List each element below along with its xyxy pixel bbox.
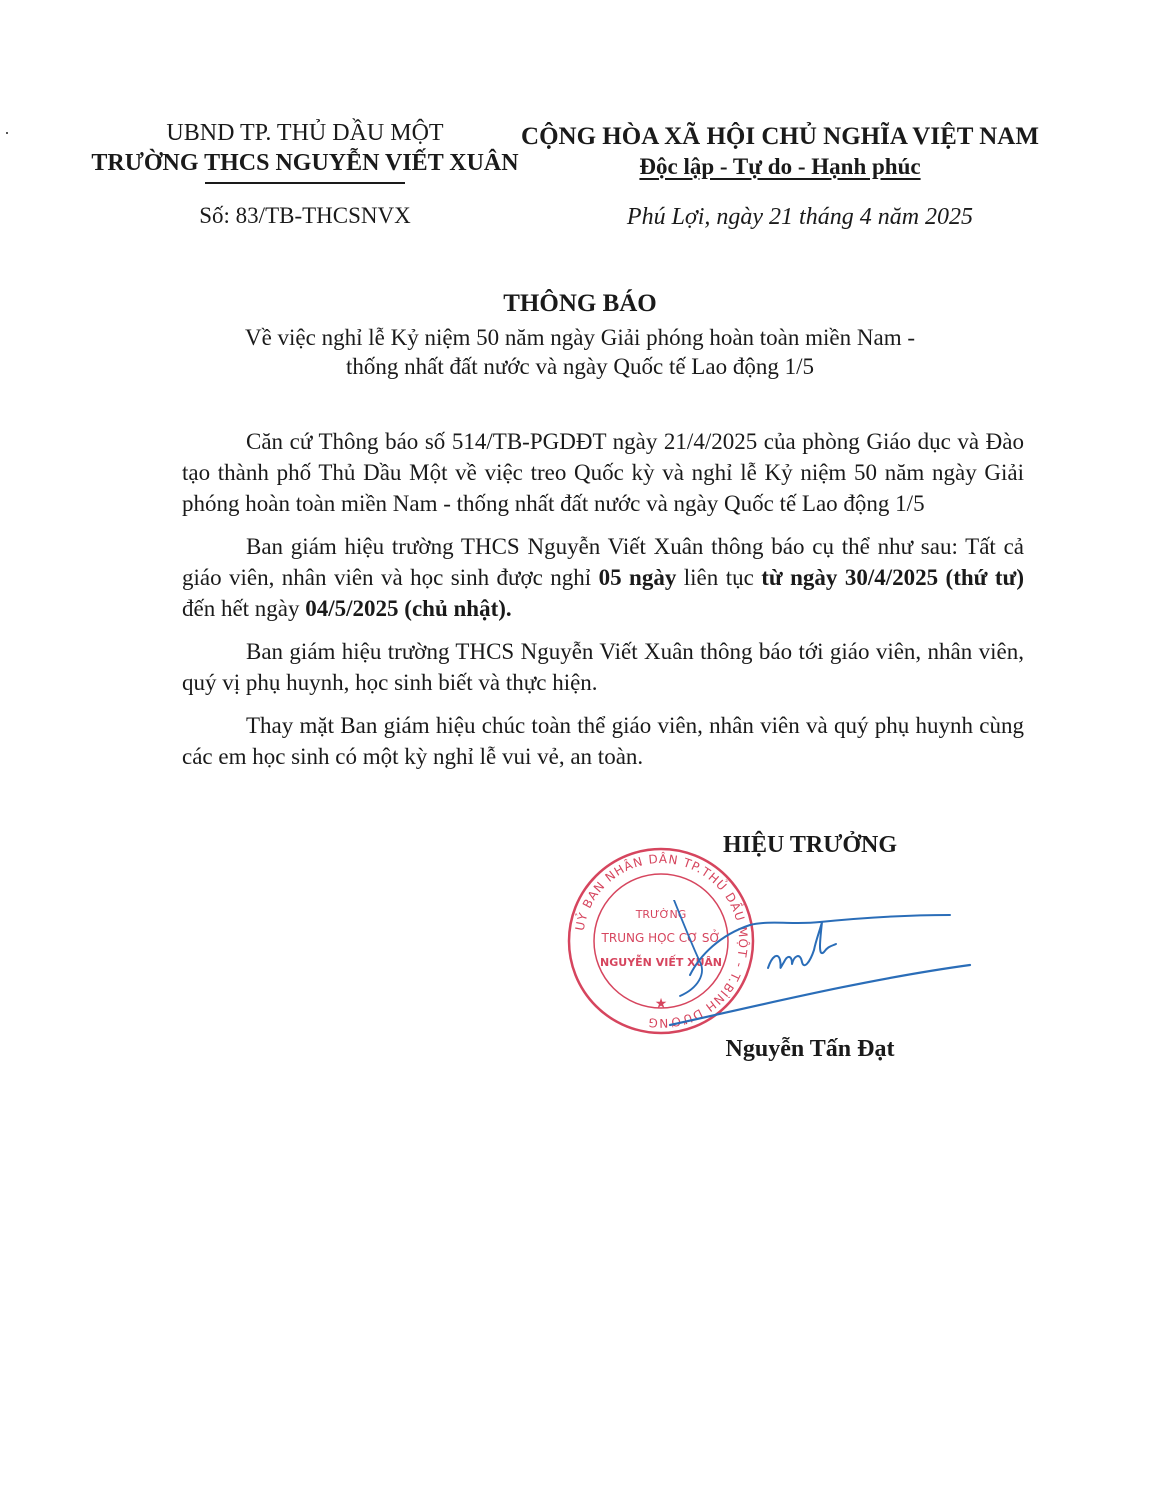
subtitle-line-2: thống nhất đất nước và ngày Quốc tế Lao động 1/5: [346, 354, 814, 379]
signer-position: HIỆU TRƯỞNG: [722, 832, 898, 858]
national-motto: Độc lập - Tự do - Hạnh phúc: [639, 154, 921, 179]
schedule-text-e: đến hết ngày: [182, 596, 306, 621]
issuer-underline: [205, 182, 405, 184]
subtitle-line-1: Về việc nghỉ lễ Kỷ niệm 50 năm ngày Giải phóng hoàn toàn miền Nam -: [244, 325, 916, 350]
seal-line-2: TRUNG HỌC CƠ SỞ: [601, 931, 721, 945]
document-body: [182, 426, 1024, 784]
schedule-days: 05 ngày: [598, 565, 677, 590]
schedule-start: từ ngày 30/4/2025 (thứ tư): [761, 565, 1024, 590]
schedule-end: 04/5/2025 (chủ nhật).: [305, 596, 512, 621]
national-motto-block: [520, 122, 1040, 182]
paragraph-holiday-schedule: [182, 531, 1024, 624]
signer-name: Nguyễn Tấn Đạt: [725, 1036, 895, 1062]
document-date: Phú Lợi, ngày 21 tháng 4 năm 2025: [626, 204, 974, 230]
document-title: THÔNG BÁO: [503, 290, 657, 317]
paragraph-notice: Ban giám hiệu trường THCS Nguyễn Viết Xuân thông báo tới giáo viên, nhân viên, quý vị phụ huynh, học sinh biết và thực hiện.: [182, 639, 1024, 695]
handwritten-signature: [660, 900, 980, 1030]
paragraph-legal-basis: Căn cứ Thông báo số 514/TB-PGDĐT ngày 21/4/2025 của phòng Giáo dục và Đào tạo thành phố Thủ Dầu Một về việc treo Quốc kỳ và nghỉ lễ Kỷ niệm 50 năm ngày Giải phóng hoàn toàn miền Nam - thống nhất đất nước và ngày Quốc tế Lao động 1/5: [182, 429, 1024, 516]
seal-line-3: NGUYỄN VIẾT XUÂN: [600, 956, 722, 969]
scan-speck: [6, 132, 8, 134]
paragraph-wishes: Thay mặt Ban giám hiệu chúc toàn thể giáo viên, nhân viên và quý phụ huynh cùng các em học sinh có một kỳ nghỉ lễ vui vẻ, an toàn.: [182, 713, 1024, 769]
seal-star-icon: ★: [654, 996, 668, 1012]
country-name: CỘNG HÒA XÃ HỘI CHỦ NGHĨA VIỆT NAM: [521, 123, 1039, 150]
schedule-text-a: Ban giám hiệu trường THCS Nguyễn Viết Xuân thông báo cụ thể như sau: Tất cả giáo viên, nhân viên và học sinh được nghỉ: [182, 534, 1024, 590]
schedule-text-c: liên tục: [676, 565, 762, 590]
issuer-authority: UBND TP. THỦ DẦU MỘT: [166, 120, 444, 146]
issuer-block: [60, 118, 550, 184]
issuer-school: TRƯỜNG THCS NGUYỄN VIẾT XUÂN: [91, 150, 519, 176]
document-number: Số: 83/TB-THCSNVX: [199, 203, 411, 228]
document-subtitle: [80, 323, 1080, 381]
seal-outer-text: UỶ BAN NHÂN DÂN TP.THỦ DẦU MỘT - T.BÌNH DƯƠNG: [572, 851, 751, 1031]
seal-line-1: TRƯỜNG: [635, 908, 687, 921]
